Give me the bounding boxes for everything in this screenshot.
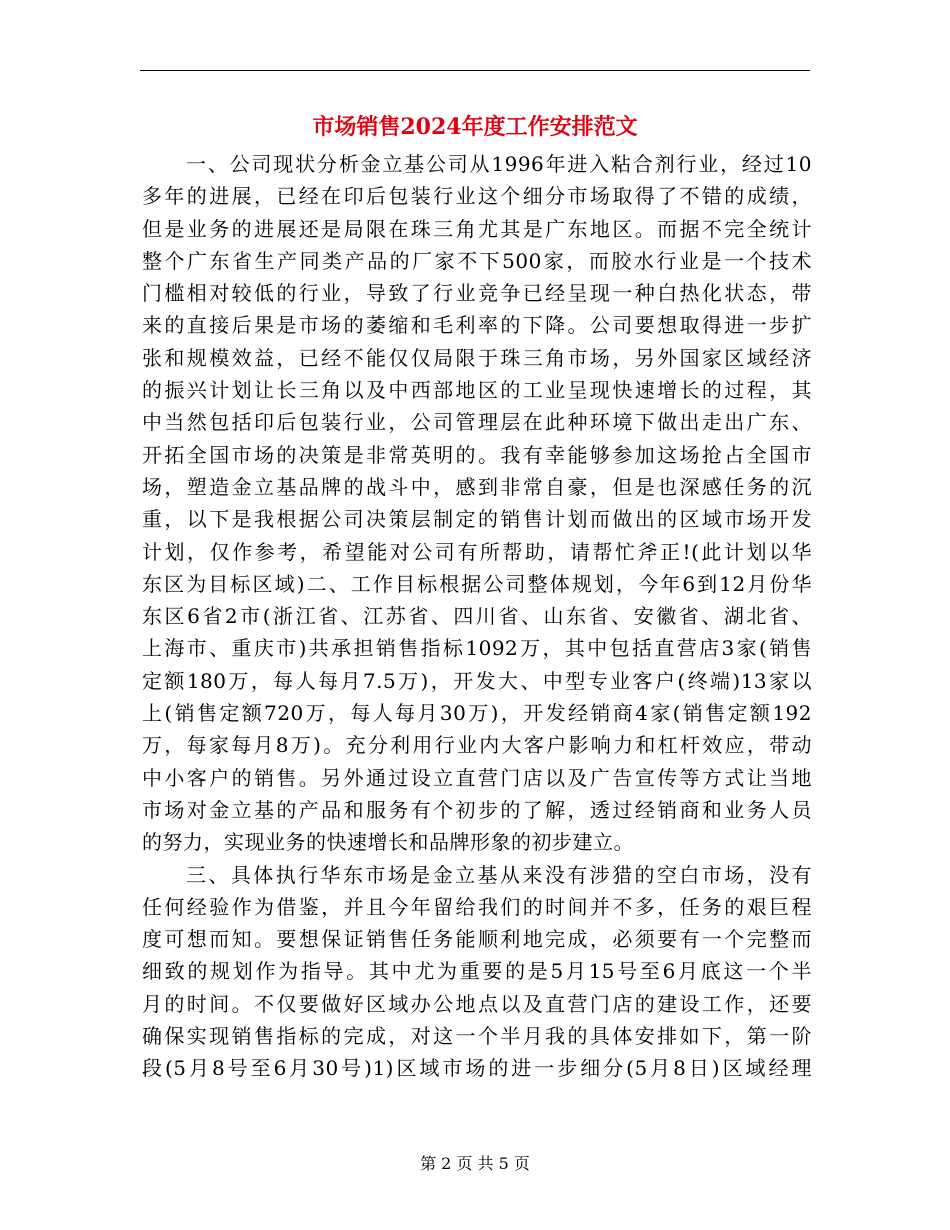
text-line: 计划，仅作参考，希望能对公司有所帮助，请帮忙斧正!(此计划以华	[142, 539, 812, 564]
document-body	[142, 148, 812, 1085]
text-line: 中当然包括印后包装行业，公司管理层在此种环境下做出走出广东、	[142, 410, 812, 435]
text-line: 月的时间。不仅要做好区域办公地点以及直营门店的建设工作，还要	[142, 991, 812, 1016]
text-line: 门槛相对较低的行业，导致了行业竞争已经呈现一种白热化状态，带	[142, 281, 812, 306]
text-line: 度可想而知。要想保证销售任务能顺利地完成，必须要有一个完整而	[142, 927, 812, 952]
text-line: 张和规模效益，已经不能仅仅局限于珠三角市场，另外国家区域经济	[142, 345, 812, 370]
text-line: 整个广东省生产同类产品的厂家不下500家，而胶水行业是一个技术	[142, 248, 812, 273]
text-line: 多年的进展，已经在印后包装行业这个细分市场取得了不错的成绩，	[142, 184, 812, 209]
text-line: 市场对金立基的产品和服务有个初步的了解，透过经销商和业务人员	[142, 797, 812, 822]
text-line: 定额180万，每人每月7.5万)，开发大、中型专业客户(终端)13家以	[142, 668, 812, 693]
text-line: 确保实现销售指标的完成，对这一个半月我的具体安排如下，第一阶	[142, 1024, 812, 1049]
text-line: 万，每家每月8万)。充分利用行业内大客户影响力和杠杆效应，带动	[142, 733, 812, 758]
header-rule	[140, 70, 810, 71]
document-title: 市场销售2024年度工作安排范文	[312, 114, 638, 140]
text-line: 场，塑造金立基品牌的战斗中，感到非常自豪，但是也深感任务的沉	[142, 474, 812, 499]
text-line: 东区为目标区域)二、工作目标根据公司整体规划，今年6到12月份华	[142, 571, 812, 596]
paragraph-2	[142, 859, 812, 1085]
text-line: 中小客户的销售。另外通过设立直营门店以及广告宣传等方式让当地	[142, 765, 812, 790]
text-line: 任何经验作为借鉴，并且今年留给我们的时间并不多，任务的艰巨程	[142, 894, 812, 919]
text-line: 上(销售定额720万，每人每月30万)，开发经销商4家(销售定额192	[142, 701, 812, 726]
text-line: 段(5月8号至6月30号)1)区域市场的进一步细分(5月8日)区域经理	[142, 1056, 812, 1081]
page-footer: 第 2 页 共 5 页	[420, 1154, 530, 1173]
text-line: 的努力，实现业务的快速增长和品牌形象的初步建立。	[142, 830, 634, 855]
text-line: 东区6省2市(浙江省、江苏省、四川省、山东省、安徽省、湖北省、	[142, 604, 812, 629]
paragraph-1	[142, 148, 812, 859]
text-line: 细致的规划作为指导。其中尤为重要的是5月15号至6月底这一个半	[142, 959, 812, 984]
text-line: 上海市、重庆市)共承担销售指标1092万，其中包括直营店3家(销售	[142, 636, 812, 661]
text-line: 重，以下是我根据公司决策层制定的销售计划而做出的区域市场开发	[142, 507, 812, 532]
text-line: 三、具体执行华东市场是金立基从来没有涉猎的空白市场，没有	[186, 862, 812, 887]
text-line: 但是业务的进展还是局限在珠三角尤其是广东地区。而据不完全统计	[142, 216, 812, 241]
text-line: 一、公司现状分析金立基公司从1996年进入粘合剂行业，经过10	[186, 152, 812, 176]
text-line: 来的直接后果是市场的萎缩和毛利率的下降。公司要想取得进一步扩	[142, 313, 812, 338]
text-line: 的振兴计划让长三角以及中西部地区的工业呈现快速增长的过程，其	[142, 378, 812, 403]
text-line: 开拓全国市场的决策是非常英明的。我有幸能够参加这场抢占全国市	[142, 442, 812, 467]
